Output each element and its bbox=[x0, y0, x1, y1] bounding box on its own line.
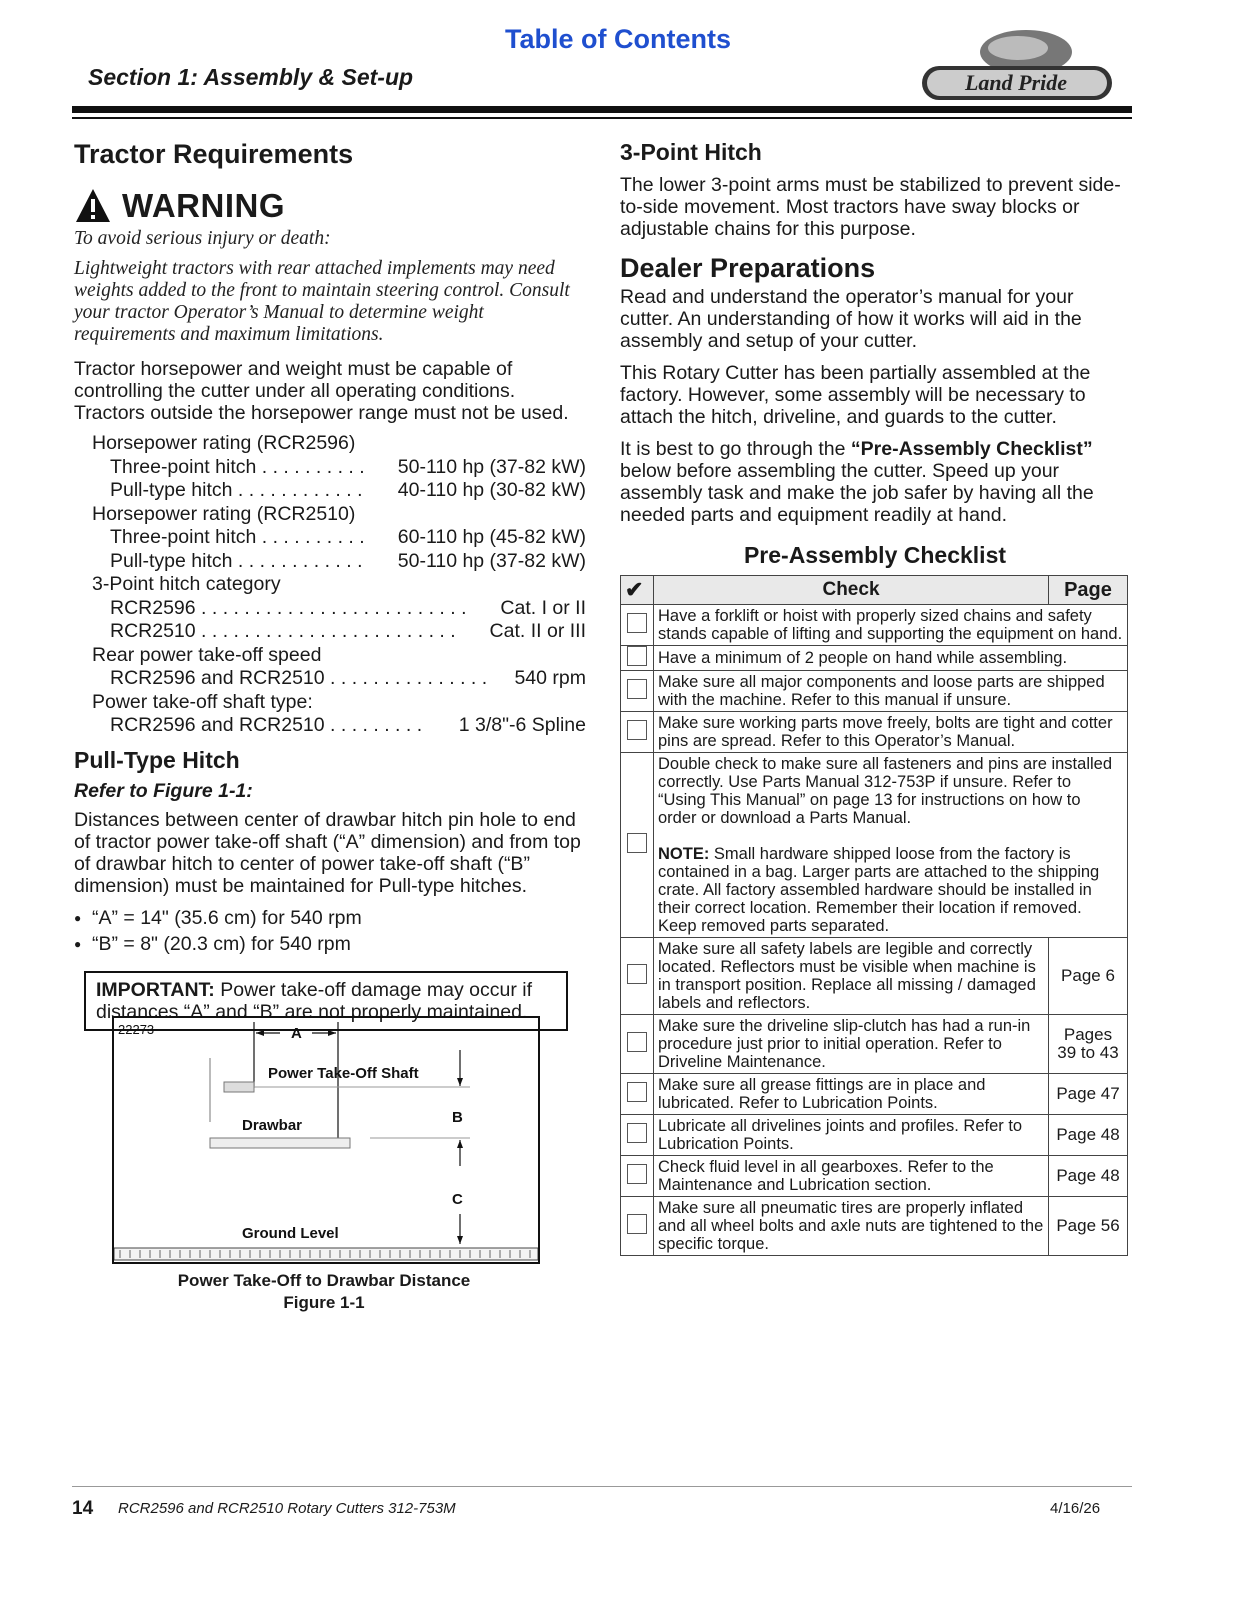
checklist-text: Lubricate all drivelines joints and profiles. Refer to Lubrication Points. bbox=[658, 1117, 1023, 1153]
checklist-text: Have a minimum of 2 people on hand while assembling. bbox=[658, 649, 1068, 667]
checkbox-cell bbox=[621, 1015, 654, 1074]
warning-text: Lightweight tractors with rear attached implements may need weights added to the front to maintain steering control. Consult your tractor Operator’s Manual to determine weight requirements and maximum limitations. bbox=[74, 258, 570, 345]
list-item: ● “A” = 14" (35.6 cm) for 540 rpm bbox=[74, 905, 586, 931]
checklist-page: Page 6 bbox=[1049, 938, 1128, 1015]
checkbox-cell bbox=[621, 1156, 654, 1197]
dealer-paragraph: Read and understand the operator’s manual for your cutter. An understanding of how it works will aid in the assembly and setup of your cutter. bbox=[620, 286, 1082, 352]
column-header-page: Page bbox=[1049, 576, 1128, 605]
dealer-text: It is best to go through the bbox=[620, 438, 851, 460]
spec-label: Power take-off shaft type: bbox=[92, 690, 313, 713]
spec-value: Cat. II or III bbox=[489, 620, 586, 642]
table-row bbox=[621, 712, 1128, 753]
spec-label: Horsepower rating (RCR2510) bbox=[92, 502, 356, 525]
spec-row bbox=[74, 550, 586, 574]
checklist-text: Make sure the driveline slip-clutch has had a run-in procedure just prior to initial operation. Refer to Driveline Maintenance. bbox=[658, 1017, 1031, 1071]
checkbox-cell bbox=[621, 605, 654, 646]
label-ground: Ground Level bbox=[242, 1225, 339, 1242]
checklist-checkbox[interactable] bbox=[627, 1214, 647, 1234]
warning-lead: To avoid serious injury or death: bbox=[74, 228, 331, 249]
spec-value: 540 rpm bbox=[514, 667, 586, 689]
spec-label: Three-point hitch . . . . . . . . . . bbox=[110, 455, 365, 478]
spec-label: RCR2596 . . . . . . . . . . . . . . . . . . . . . . . . . bbox=[110, 596, 467, 619]
three-point-heading: 3-Point Hitch bbox=[620, 139, 762, 165]
checklist-item-text bbox=[654, 1074, 1049, 1115]
spec-label: Three-point hitch . . . . . . . . . . bbox=[110, 526, 365, 548]
table-row bbox=[621, 1156, 1128, 1197]
checklist-item-text bbox=[654, 605, 1128, 646]
spec-row bbox=[74, 620, 586, 644]
spec-row bbox=[74, 573, 586, 597]
checklist-checkbox[interactable] bbox=[627, 1032, 647, 1052]
checklist-checkbox[interactable] bbox=[627, 833, 647, 853]
dealer-preparations-heading: Dealer Preparations bbox=[620, 253, 876, 283]
table-row bbox=[621, 1015, 1128, 1074]
list-item: ● “B” = 8" (20.3 cm) for 540 rpm bbox=[74, 931, 586, 957]
pre-assembly-checklist bbox=[620, 575, 1128, 1256]
page-number: 14 bbox=[72, 1498, 94, 1519]
spec-row bbox=[74, 644, 586, 668]
table-row bbox=[621, 753, 1128, 938]
warning-triangle-icon bbox=[74, 187, 112, 225]
checkbox-cell bbox=[621, 1074, 654, 1115]
checklist-page: Page 47 bbox=[1049, 1074, 1128, 1115]
header-rule-thin bbox=[72, 117, 1132, 119]
spec-row bbox=[74, 526, 586, 550]
checklist-checkbox[interactable] bbox=[627, 1082, 647, 1102]
spec-value: 50-110 hp (37-82 kW) bbox=[397, 549, 586, 572]
footer-rule bbox=[72, 1486, 1132, 1487]
spec-label: Horsepower rating (RCR2596) bbox=[92, 432, 356, 454]
spec-label: Pull-type hitch . . . . . . . . . . . . bbox=[110, 479, 363, 501]
spec-row bbox=[74, 503, 586, 527]
tractor-requirements-heading: Tractor Requirements bbox=[74, 139, 354, 169]
spec-label: Pull-type hitch . . . . . . . . . . . . bbox=[110, 549, 363, 572]
spec-label: RCR2596 and RCR2510 . . . . . . . . . . . . . . . bbox=[110, 667, 488, 689]
spec-value: Cat. I or II bbox=[500, 596, 586, 619]
label-pto: Power Take-Off Shaft bbox=[268, 1065, 419, 1082]
checklist-item-text bbox=[654, 753, 1128, 938]
checkbox-cell bbox=[621, 1197, 654, 1256]
checklist-text: Double check to make sure all fasteners and pins are installed correctly. Use Parts Manual 312-753P if unsure. Refer to “Using This Manual” on page 13 for instructions on how to order or download a Parts Manual. bbox=[658, 755, 1112, 827]
checklist-item-text bbox=[654, 646, 1128, 671]
dealer-paragraph bbox=[620, 438, 1130, 526]
table-of-contents-link[interactable]: Table of Contents bbox=[505, 24, 731, 54]
checklist-text: Make sure all grease fittings are in place and lubricated. Refer to Lubrication Points. bbox=[658, 1076, 986, 1112]
checklist-title: Pre-Assembly Checklist bbox=[743, 542, 1007, 568]
table-row bbox=[621, 605, 1128, 646]
checkbox-cell bbox=[621, 938, 654, 1015]
checklist-text: Make sure all pneumatic tires are properly inflated and all wheel bolts and axle nuts are tightened to the specific torque. bbox=[658, 1199, 1044, 1253]
table-row bbox=[621, 1074, 1128, 1115]
checklist-checkbox[interactable] bbox=[627, 964, 647, 984]
three-point-body: The lower 3-point arms must be stabilized to prevent side-to-side movement. Most tractors have sway blocks or adjustable chains for this purpose. bbox=[620, 174, 1121, 240]
table-row bbox=[621, 1197, 1128, 1256]
important-label: IMPORTANT: bbox=[96, 978, 215, 1001]
checklist-note bbox=[658, 845, 1123, 935]
document-date: 4/16/26 bbox=[1050, 1500, 1101, 1517]
checklist-text: Have a forklift or hoist with properly sized chains and safety stands capable of lifting and supporting the equipment on hand. bbox=[658, 607, 1123, 643]
figure-id: 22273 bbox=[118, 1022, 155, 1037]
spec-value: 50-110 hp (37-82 kW) bbox=[397, 455, 586, 478]
checklist-checkbox[interactable] bbox=[627, 720, 647, 740]
land-pride-logo bbox=[918, 30, 1118, 108]
checklist-checkbox[interactable] bbox=[627, 1123, 647, 1143]
label-drawbar: Drawbar bbox=[242, 1117, 303, 1134]
table-row bbox=[621, 1115, 1128, 1156]
spec-row bbox=[74, 597, 586, 621]
spec-list bbox=[74, 432, 586, 738]
spec-value: 40-110 hp (30-82 kW) bbox=[397, 479, 586, 501]
section-title: Section 1: Assembly & Set-up bbox=[88, 64, 414, 90]
checklist-checkbox[interactable] bbox=[627, 613, 647, 633]
checklist-item-text bbox=[654, 938, 1049, 1015]
figure-reference: Refer to Figure 1-1: bbox=[74, 779, 253, 802]
checklist-page: Page 48 bbox=[1049, 1115, 1128, 1156]
label-c: C bbox=[452, 1191, 463, 1208]
checklist-checkbox[interactable] bbox=[627, 646, 647, 666]
figure-caption-number: Figure 1-1 bbox=[283, 1293, 365, 1312]
tractor-requirements-body: Tractor horsepower and weight must be capable of controlling the cutter under all operating conditions. Tractors outside the horsepower range must not be used. bbox=[74, 358, 569, 424]
spec-value: 1 3/8"-6 Spline bbox=[458, 714, 586, 736]
pull-type-body: Distances between center of drawbar hitch pin hole to end of tractor power take-off shaft (“A” dimension) and from top of drawbar hitch to center of power take-off shaft (“B” dimension) must be maintained for Pull-type hitches. bbox=[74, 808, 581, 897]
pull-type-heading: Pull-Type Hitch bbox=[74, 746, 240, 773]
label-a: A bbox=[291, 1025, 302, 1042]
checklist-item-text bbox=[654, 671, 1128, 712]
checklist-checkbox[interactable] bbox=[627, 1164, 647, 1184]
column-header-check: Check bbox=[654, 576, 1049, 605]
checkbox-cell bbox=[621, 671, 654, 712]
warning-banner bbox=[74, 186, 586, 226]
spec-value: 60-110 hp (45-82 kW) bbox=[397, 526, 586, 548]
checklist-reference: “Pre-Assembly Checklist” bbox=[850, 438, 1093, 460]
checklist-text: Check fluid level in all gearboxes. Refer to the Maintenance and Lubrication section. bbox=[658, 1158, 994, 1194]
label-b: B bbox=[452, 1109, 463, 1126]
document-title: RCR2596 and RCR2510 Rotary Cutters 312-753M bbox=[118, 1500, 456, 1517]
right-column bbox=[620, 138, 1130, 1256]
spec-row bbox=[74, 691, 586, 715]
svg-text:Land Pride: Land Pride bbox=[964, 70, 1068, 95]
spec-row bbox=[74, 667, 586, 691]
figure-caption bbox=[112, 1270, 536, 1314]
checklist-item-text bbox=[654, 712, 1128, 753]
table-row bbox=[621, 938, 1128, 1015]
dimension-bullets bbox=[74, 905, 586, 957]
important-text: Power take-off damage may occur if distances “A” and “B” are not properly maintained. bbox=[96, 978, 532, 1023]
checklist-page: Pages 39 to 43 bbox=[1049, 1015, 1128, 1074]
checkbox-cell bbox=[621, 753, 654, 938]
checklist-text: Make sure all safety labels are legible and correctly located. Reflectors must be visible when machine is in transport position. Replace all missing / damaged labels and reflectors. bbox=[658, 940, 1036, 1012]
spec-label: RCR2596 and RCR2510 . . . . . . . . . bbox=[110, 714, 423, 736]
pto-drawbar-diagram bbox=[114, 1018, 538, 1262]
spec-label: RCR2510 . . . . . . . . . . . . . . . . . . . . . . . . bbox=[110, 620, 456, 642]
figure-1-1 bbox=[112, 1016, 540, 1264]
checkbox-cell bbox=[621, 712, 654, 753]
spec-row bbox=[74, 714, 586, 738]
checkbox-cell bbox=[621, 1115, 654, 1156]
left-column bbox=[74, 138, 586, 1031]
table-header-row bbox=[621, 576, 1128, 605]
header-rule bbox=[72, 106, 1132, 113]
note-text: Small hardware shipped loose from the factory is contained in a bag. Larger parts are attached to the shipping crate. All factory assembled hardware should be installed in their correct location. Remember their location if removed. Keep removed parts separated. bbox=[658, 845, 1100, 935]
note-label: NOTE: bbox=[658, 845, 710, 863]
spec-label: 3-Point hitch category bbox=[92, 573, 281, 595]
dealer-text: below before assembling the cutter. Speed up your assembly task and make the job safer by having all the needed parts and equipment readily at hand. bbox=[620, 460, 1094, 526]
spec-row bbox=[74, 456, 586, 480]
spec-row bbox=[74, 479, 586, 503]
checklist-text: Make sure working parts move freely, bolts are tight and cotter pins are spread. Refer to this Operator’s Manual. bbox=[658, 714, 1113, 750]
checklist-item-text bbox=[654, 1156, 1049, 1197]
table-row bbox=[621, 646, 1128, 671]
checklist-page: Page 48 bbox=[1049, 1156, 1128, 1197]
checkmark-icon: ✔ bbox=[621, 576, 654, 605]
spec-row bbox=[74, 432, 586, 456]
checklist-item-text bbox=[654, 1115, 1049, 1156]
checklist-checkbox[interactable] bbox=[627, 679, 647, 699]
checklist-page: Page 56 bbox=[1049, 1197, 1128, 1256]
dealer-paragraph: This Rotary Cutter has been partially assembled at the factory. However, some assembly will be necessary to attach the hitch, driveline, and guards to the cutter. bbox=[620, 362, 1091, 428]
checkbox-cell bbox=[621, 646, 654, 671]
figure-caption-title: Power Take-Off to Drawbar Distance bbox=[177, 1271, 471, 1290]
checklist-text: Make sure all major components and loose parts are shipped with the machine. Refer to this manual if unsure. bbox=[658, 673, 1105, 709]
checklist-item-text bbox=[654, 1015, 1049, 1074]
checklist-item-text bbox=[654, 1197, 1049, 1256]
table-row bbox=[621, 671, 1128, 712]
warning-word: WARNING bbox=[122, 187, 285, 224]
spec-label: Rear power take-off speed bbox=[92, 643, 322, 666]
